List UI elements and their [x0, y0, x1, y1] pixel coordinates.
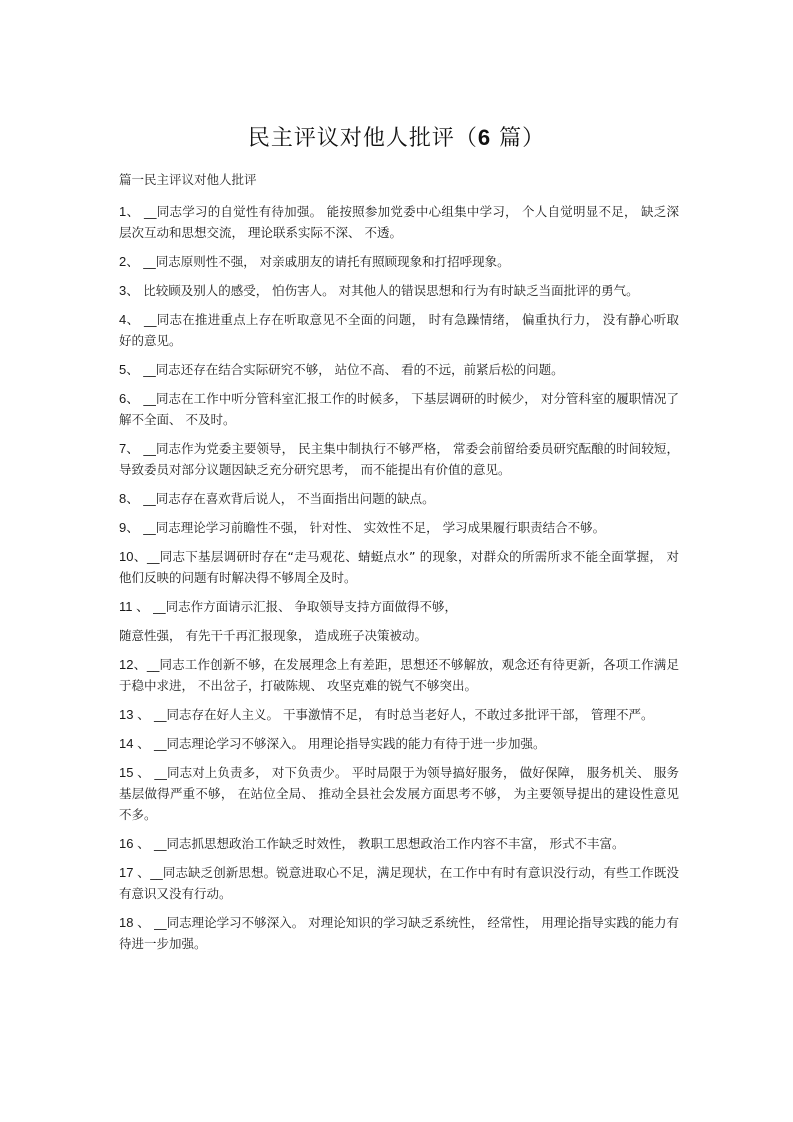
list-item [119, 517, 679, 538]
item-number: 2、 [119, 254, 140, 269]
list-item [119, 201, 679, 243]
item-text: __同志原则性不强， 对亲戚朋友的请托有照顾现象和打招呼现象。 [139, 254, 510, 269]
document-subtitle: 篇一民主评议对他人批评 [119, 172, 257, 187]
title-number: 6 [477, 125, 492, 150]
item-text: __同志理论学习不够深入。 用理论指导实践的能力有待于进一步加强。 [150, 736, 546, 751]
item-text: 比较顾及别人的感受， 怕伤害人。 对其他人的错误思想和行为有时缺乏当面批评的勇气。 [139, 283, 639, 298]
list-item [119, 488, 679, 509]
list-item [119, 309, 679, 351]
item-number: 12、 [119, 657, 147, 672]
item-text: __同志作为党委主要领导， 民主集中制执行不够严格， 常委会前留给委员研究酝酿的时间较短， 导致委员对部分议题因缺乏充分研究思考， 而不能提出有价值的意见。 [119, 441, 679, 477]
list-item [119, 546, 679, 588]
list-item [119, 654, 679, 696]
item-number: 6、 [119, 391, 140, 406]
list-item [119, 251, 679, 272]
item-text: 随意性强， 有先干千再汇报现象， 造成班子决策被动。 [119, 628, 427, 643]
item-number: 9、 [119, 520, 140, 535]
title-main: 民主评议对他人批评（ [247, 126, 478, 151]
item-text: __同志理论学习不够深入。 对理论知识的学习缺乏系统性， 经常性， 用理论指导实践的能力有待进一步加强。 [119, 915, 679, 951]
list-item-continuation [119, 625, 679, 646]
item-text: __同志存在好人主义。 干事激情不足， 有时总当老好人，不敢过多批评干部， 管理不严。 [150, 707, 654, 722]
item-number: 7、 [119, 441, 140, 456]
item-number: 16 、 [119, 836, 151, 851]
item-text: __同志作方面请示汇报、 争取领导支持方面做得不够， [149, 599, 458, 614]
list-item [119, 733, 679, 754]
item-number: 5、 [119, 362, 140, 377]
item-text: __同志工作创新不够，在发展理念上有差距，思想还不够解放，观念还有待更新，各项工作满足于稳中求进， 不出岔子，打破陈规、 攻坚克难的锐气不够突出。 [119, 657, 679, 693]
item-text: __同志存在喜欢背后说人， 不当面指出问题的缺点。 [139, 491, 435, 506]
item-number: 13 、 [119, 707, 151, 722]
list-item [119, 438, 679, 480]
item-text: __同志缺乏创新思想。锐意进取心不足，满足现状，在工作中有时有意识没行动，有些工作既没有意识又没有行动。 [119, 865, 679, 901]
list-item [119, 280, 679, 301]
item-number: 10、 [119, 549, 147, 564]
item-text: __同志在推进重点上存在听取意见不全面的问题， 时有急躁情绪， 偏重执行力， 没有静心听取好的意见。 [119, 312, 679, 348]
item-text: __同志抓思想政治工作缺乏时效性， 教职工思想政治工作内容不丰富， 形式不丰富。 [150, 836, 625, 851]
item-number: 18 、 [119, 915, 151, 930]
item-text: __同志理论学习前瞻性不强， 针对性、 实效性不足， 学习成果履行职责结合不够。 [139, 520, 606, 535]
item-text: __同志还存在结合实际研究不够， 站位不高、 看的不远，前紧后松的问题。 [139, 362, 564, 377]
item-number: 3、 [119, 283, 140, 298]
item-text: __同志学习的自觉性有待加强。 能按照参加党委中心组集中学习， 个人自觉明显不足， 缺乏深层次互动和思想交流， 理论联系实际不深、 不透。 [119, 204, 679, 240]
item-number: 14 、 [119, 736, 151, 751]
document-title [0, 121, 793, 152]
title-end: 篇） [491, 126, 546, 151]
list-item [119, 704, 679, 725]
list-item [119, 596, 679, 617]
item-number: 15 、 [119, 765, 151, 780]
item-number: 1、 [119, 204, 140, 219]
item-text: __同志对上负责多， 对下负责少。 平时局限于为领导搞好服务， 做好保障， 服务机关、 服务基层做得严重不够， 在站位全局、 推动全县社会发展方面思考不够， 为主要领导提出的建设性意见不多。 [119, 765, 680, 822]
list-item [119, 912, 679, 954]
list-item [119, 862, 679, 904]
item-number: 4、 [119, 312, 140, 327]
item-number: 8、 [119, 491, 140, 506]
list-item [119, 388, 679, 430]
item-text: __同志下基层调研时存在“走马观花、蜻蜓点水” 的现象，对群众的所需所求不能全面掌握， 对他们反映的问题有时解决得不够周全及时。 [119, 549, 679, 585]
item-number: 11 、 [119, 599, 150, 614]
list-item [119, 833, 679, 854]
list-item [119, 762, 679, 825]
item-text: __同志在工作中听分管科室汇报工作的时候多， 下基层调研的时候少， 对分管科室的履职情况了 解不全面、 不及时。 [119, 391, 679, 427]
item-number: 17 、 [119, 865, 151, 880]
item-list [119, 201, 679, 962]
list-item [119, 359, 679, 380]
